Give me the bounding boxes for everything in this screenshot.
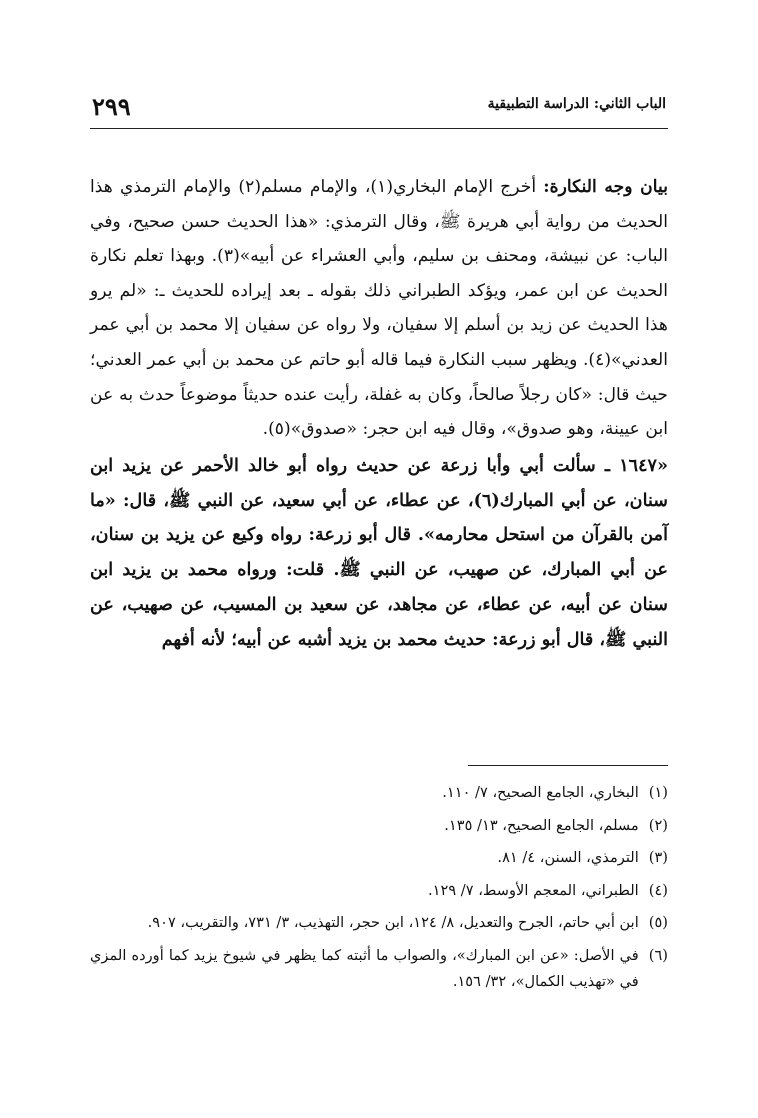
footnote-rule bbox=[468, 765, 668, 766]
main-text bbox=[90, 170, 668, 658]
paragraph-text: أخرج الإمام البخاري(١)، والإمام مسلم(٢) والإمام الترمذي هذا الحديث من رواية أبي هريرة ﷺ، وقال الترمذي: «هذا الحديث حسن صحيح، وفي الباب: عن نبيشة، ومحنف بن سليم، وأبي العشراء عن أبيه»(٣). وبهذا تعلم نكارة الحديث عن ابن عمر، ويؤكد الطبراني ذلك بقوله ـ بعد إيراده للحديث ـ: «لم يرو هذا الحديث عن زيد بن أسلم إلا سفيان، ولا رواه عن سفيان إلا محمد بن أبي عمر العدني»(٤). ويظهر سبب النكارة فيما قاله أبو حاتم عن محمد بن أبي عمر العدني؛ حيث قال: «كان رجلاً صالحاً، وكان به غفلة، رأيت عنده حديثاً موضوعاً حدث به عن ابن عيينة، وهو صدوق»، وقال فيه ابن حجر: «صدوق»(٥). bbox=[90, 177, 668, 440]
footnote bbox=[90, 910, 668, 937]
header-rule bbox=[90, 128, 668, 129]
footnote bbox=[90, 943, 668, 996]
footnote-text: في الأصل: «عن ابن المبارك»، والصواب ما أثبته كما يظهر في شيوخ يزيد كما أورده المزي في «تهذيب الكمال»، ٣٢/ ١٥٦. bbox=[90, 946, 639, 990]
footnote-number: (٢) bbox=[648, 816, 668, 834]
footnote bbox=[90, 780, 668, 807]
footnotes bbox=[90, 780, 668, 1002]
chapter-title: الباب الثاني: الدراسة التطبيقية bbox=[487, 96, 666, 112]
footnote-text: البخاري، الجامع الصحيح، ٧/ ١١٠. bbox=[442, 784, 639, 801]
footnote-text: الطبراني، المعجم الأوسط، ٧/ ١٢٩. bbox=[428, 881, 639, 899]
footnote bbox=[90, 878, 668, 905]
paragraph-question: «١٦٤٧ ـ سألت أبي وأبا زرعة عن حديث رواه أبو خالد الأحمر عن يزيد ابن سنان، عن أبي المبارك(٦)، عن عطاء، عن أبي سعيد، عن النبي ﷺ، قال: «ما آمن بالقرآن من استحل محارمه». قال أبو زرعة: رواه وكيع عن يزيد بن سنان، عن أبي المبارك، عن صهيب، عن النبي ﷺ. قلت: ورواه محمد بن يزيد ابن سنان عن أبيه، عن عطاء، عن مجاهد، عن سعيد بن المسيب، عن صهيب، عن النبي ﷺ، قال أبو زرعة: حديث محمد بن يزيد أشبه عن أبيه؛ لأنه أفهم bbox=[90, 454, 668, 650]
paragraph-explanation bbox=[90, 170, 668, 447]
running-header bbox=[92, 92, 666, 126]
footnote-text: ابن أبي حاتم، الجرح والتعديل، ٨/ ١٢٤، ابن حجر، التهذيب، ٣/ ٧٣١، والتقريب، ٩٠٧. bbox=[147, 914, 639, 931]
paragraph-lead: بيان وجه النكارة: bbox=[543, 177, 668, 197]
footnote-text: مسلم، الجامع الصحيح، ١٣/ ١٣٥. bbox=[444, 816, 639, 834]
footnote bbox=[90, 845, 668, 872]
footnote-number: (٥) bbox=[648, 914, 668, 931]
footnote-number: (١) bbox=[648, 784, 668, 801]
footnote-number: (٦) bbox=[648, 946, 668, 964]
page-number: ٢٩٩ bbox=[92, 92, 131, 121]
footnote bbox=[90, 813, 668, 840]
footnote-text: الترمذي، السنن، ٤/ ٨١. bbox=[497, 849, 639, 866]
footnote-number: (٣) bbox=[648, 849, 668, 866]
footnote-number: (٤) bbox=[648, 881, 668, 899]
